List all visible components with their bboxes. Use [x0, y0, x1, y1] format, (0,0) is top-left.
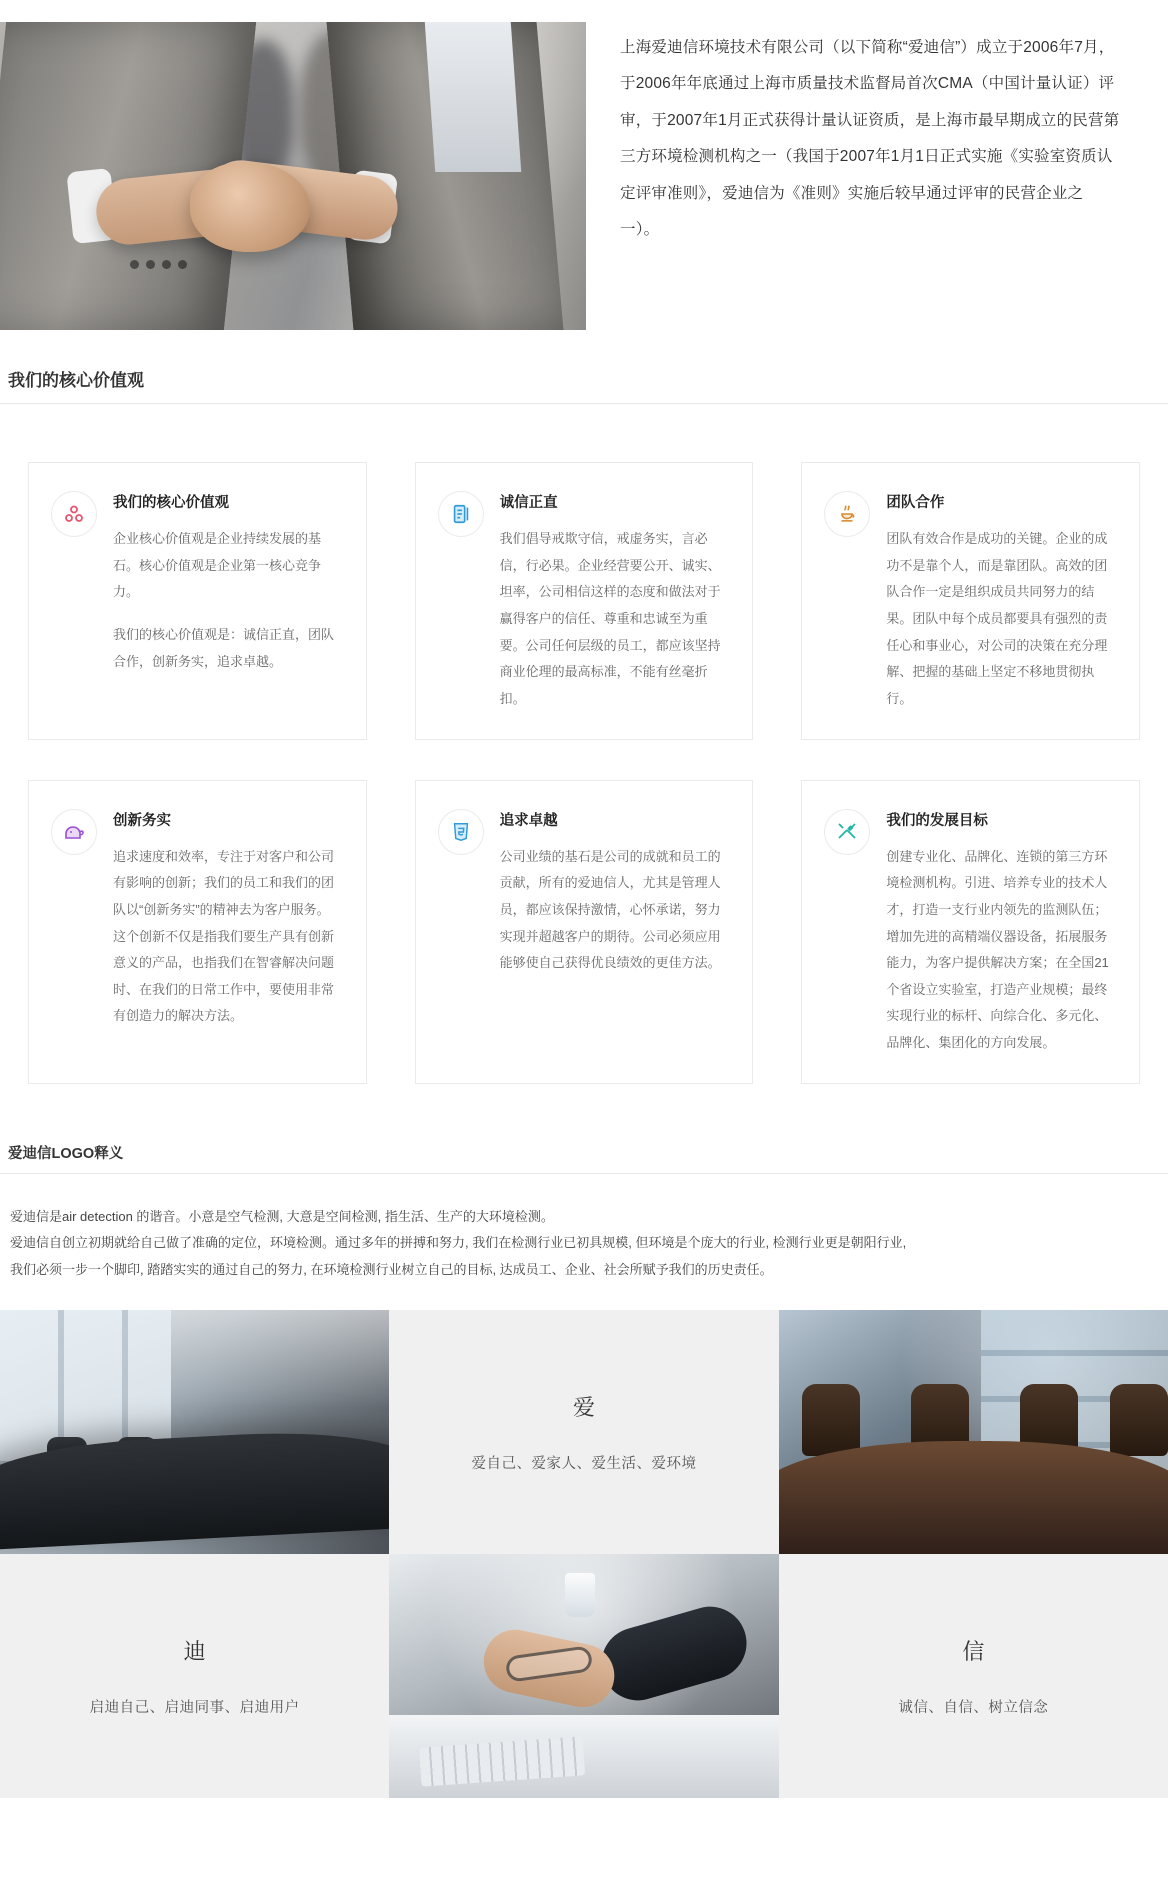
value-card-text: [886, 526, 1115, 712]
mosaic-subtitle: 爱自己、爱家人、爱生活、爱环境: [471, 1455, 697, 1472]
mosaic-subtitle: 启迪自己、启迪同事、启迪用户: [89, 1699, 300, 1716]
value-card-paragraph: 企业核心价值观是企业持续发展的基石。核心价值观是企业第一核心竞争力。: [113, 531, 322, 600]
logo-meaning-description: [0, 1186, 1168, 1310]
value-card-text: [500, 844, 729, 977]
value-card-title: 诚信正直: [499, 495, 558, 512]
logo-desc-line: 爱迪信是air detection 的谐音。小意是空气检测, 大意是空间检测, 指生活、生产的大环境检测。: [10, 1208, 554, 1224]
value-card-title: 我们的发展目标: [886, 812, 988, 829]
value-card-paragraph: 创建专业化、品牌化、连锁的第三方环境检测机构。引进、培养专业的技术人才，打造一支行业内领先的监测队伍；增加先进的高精端仪器设备，拓展服务能力，为客户提供解决方案；在全国21个省设立实验室，打造产业规模；最终实现行业的标杆、向综合化、多元化、品牌化、集团化的方向发展。: [886, 848, 1109, 1051]
value-card-paragraph: 追求速度和效率，专注于对客户和公司有影响的创新；我们的员工和我们的团队以“创新务实”的精神去为客户服务。这个创新不仅是指我们要生产具有创新意义的产品，也指我们在智睿解决问题时、在我们的日常工作中，要使用非常有创造力的解决方法。: [113, 848, 335, 1024]
mosaic-char: 迪: [183, 1638, 206, 1664]
core-values-heading: 我们的核心价值观: [0, 366, 1168, 404]
html5-excellence-icon: [438, 809, 484, 855]
mosaic-char: 爱: [572, 1394, 595, 1420]
logo-desc-line: 我们必须一步一个脚印, 踏踏实实的通过自己的努力, 在环境检测行业树立自己的目标, 达成员工、企业、社会所赋予我们的历史责任。: [10, 1262, 773, 1278]
value-card-paragraph: 我们倡导戒欺守信，戒虚务实，言必信，行必果。企业经营要公开、诚实、坦率，公司相信这样的态度和做法对于赢得客户的信任、尊重和忠诚至为重要。公司任何层级的员工，都应该坚持商业伦理的最高标准，不能有丝毫折扣。: [499, 531, 721, 706]
logo-desc-line: 爱迪信自创立初期就给自己做了准确的定位，环境检测。通过多年的拼搏和努力, 我们在检测行业已初具规模, 但环境是个庞大的行业, 检测行业更是朝阳行业,: [10, 1235, 907, 1251]
company-intro-paragraph: 上海爱迪信环境技术有限公司（以下简称“爱迪信”）成立于2006年7月，于2006年年底通过上海市质量技术监督局首次CMA（中国计量认证）评审，于2007年1月正式获得计量认证资质，是上海市最早期成立的民营第三方环境检测机构之一（我国于2007年1月1日正式实施《实验室资质认定评审准则》，爱迪信为《准则》实施后较早通过评审的民营企业之一）。: [620, 39, 1120, 239]
mosaic-text-tile-di: [0, 1554, 389, 1798]
desk-discussion-photo: [389, 1554, 778, 1798]
value-card-text: [113, 844, 342, 1030]
value-card-title: 我们的核心价值观: [113, 495, 229, 512]
value-card: [415, 462, 754, 739]
value-card-paragraph: 团队有效合作是成功的关键。企业的成功不是靠个人，而是靠团队。高效的团队合作一定是组织成员共同努力的结果。团队中每个成员都要具有强烈的责任心和事业心，对公司的决策在充分理解、把握的基础上坚定不移地贯彻执行。: [886, 531, 1108, 706]
handshake-photo: [0, 22, 586, 330]
boardroom-photo: [779, 1310, 1168, 1554]
value-card: [28, 780, 367, 1084]
mosaic-char: 信: [962, 1638, 985, 1664]
core-values-cards: [0, 418, 1168, 1094]
mosaic-text-tile-xin: [779, 1554, 1168, 1798]
value-card-paragraph: 公司业绩的基石是公司的成就和员工的贡献，所有的爱迪信人，尤其是管理人员，都应该保持激情，心怀承诺，努力实现并超越客户的期待。公司必须应用能够使自己获得优良绩效的更佳方法。: [499, 848, 721, 971]
mosaic-text-tile-ai: [389, 1310, 778, 1554]
value-card-text: [113, 526, 342, 675]
java-teamwork-icon: [824, 491, 870, 537]
value-card-title: 创新务实: [113, 812, 171, 829]
company-intro-section: [0, 0, 1168, 330]
document-icon: [438, 491, 484, 537]
value-card: [801, 780, 1140, 1084]
mosaic-subtitle: 诚信、自信、树立信念: [898, 1699, 1049, 1716]
core-values-icon: [51, 491, 97, 537]
innovation-icon: [51, 809, 97, 855]
value-card-title: 团队合作: [886, 495, 945, 512]
goal-tools-icon: [824, 809, 870, 855]
value-card: [801, 462, 1140, 739]
value-card: [28, 462, 367, 739]
value-card-paragraph: 我们的核心价值观是：诚信正直，团队合作，创新务实，追求卓越。: [113, 627, 335, 669]
logo-mosaic: [0, 1310, 1168, 1798]
value-card-title: 追求卓越: [499, 812, 558, 829]
value-card-text: [886, 844, 1115, 1057]
value-card-text: [500, 526, 729, 712]
value-card: [415, 780, 754, 1084]
logo-meaning-heading: 爱迪信LOGO释义: [0, 1142, 1168, 1174]
office-meeting-room-photo: [0, 1310, 389, 1554]
